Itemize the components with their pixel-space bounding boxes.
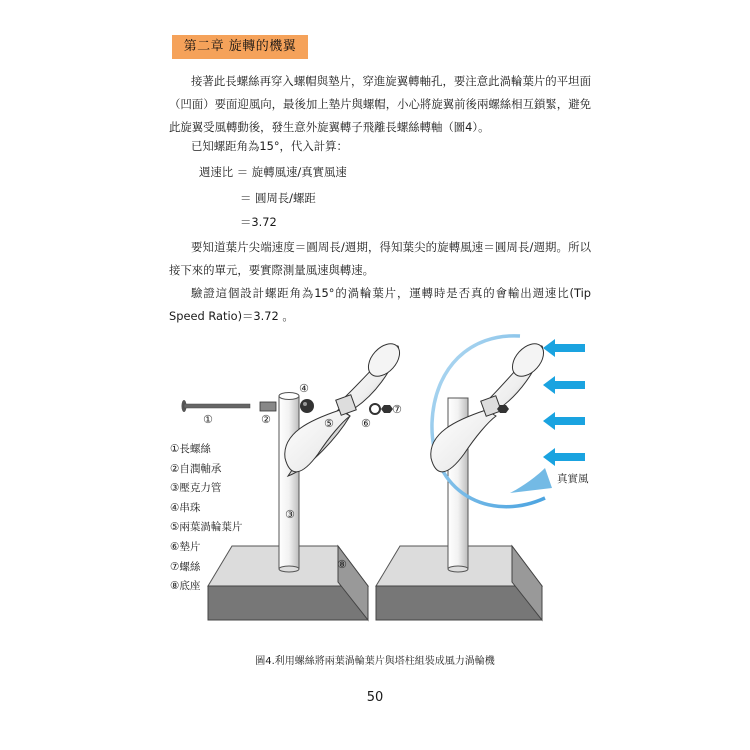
assembled-turbine: [376, 336, 552, 620]
washer: [370, 404, 380, 414]
wind-arrows: [543, 339, 585, 466]
acrylic-pole: [279, 396, 299, 568]
legend-item: ⑦螺絲: [170, 560, 201, 573]
figure-legend: [170, 440, 242, 597]
bearing: [260, 402, 276, 411]
legend-item: ④串珠: [170, 501, 201, 514]
wind-label: 真實風: [557, 473, 589, 485]
marker-6: ⑥: [361, 417, 371, 430]
wind-arrow: [543, 339, 585, 357]
paragraph-assembly: 接著此長螺絲再穿入螺帽與墊片，穿進旋翼轉軸孔，要注意此渦輪葉片的平坦面（凹面）要面迎風向，最後加上墊片與螺帽，小心將旋翼前後兩螺絲相互鎖緊，避免此旋翼受風轉動後，發生意外旋翼轉子飛離長螺絲轉軸（圖4）。: [169, 74, 591, 134]
figure-caption: 圖4.利用螺絲將兩葉渦輪葉片與塔柱組裝成風力渦輪機: [255, 656, 495, 667]
wind-arrow: [543, 412, 585, 430]
marker-4: ④: [299, 382, 309, 395]
equation-line-3: ＝3.72: [240, 215, 277, 229]
wind-arrow: [543, 448, 585, 466]
wind-arrow: [543, 376, 585, 394]
page-number: 50: [366, 690, 384, 705]
known-pitch-line: 已知螺距角為15°，代入計算：: [191, 139, 348, 153]
marker-5: ⑤: [324, 417, 334, 430]
paragraph-tip-speed: 要知道葉片尖端速度＝圓周長/週期，得知葉尖的旋轉風速＝圓周長/週期。所以接下來的單元，要實際測量風速與轉速。: [169, 240, 591, 277]
legend-item: ⑤兩葉渦輪葉片: [170, 521, 243, 534]
legend-item: ①長螺絲: [170, 443, 211, 455]
bead: [300, 399, 314, 413]
legend-item: ⑧底座: [170, 580, 201, 593]
legend-item: ⑥墊片: [170, 540, 201, 553]
paragraph-verify: 驗證這個設計螺距角為15°的渦輪葉片，運轉時是否真的會輸出週速比(Tip Speed Ratio)＝3.72 。: [169, 286, 591, 323]
marker-8: ⑧: [337, 558, 347, 571]
marker-2: ②: [261, 413, 271, 426]
legend-item: ③壓克力管: [170, 482, 222, 495]
chapter-title-tab: 第二章 旋轉的機翼: [172, 35, 308, 59]
equation-line-2: ＝ 圓周長/螺距: [240, 191, 316, 205]
marker-1: ①: [203, 413, 213, 426]
marker-3: ③: [285, 508, 295, 521]
long-screw: [182, 400, 251, 412]
equation-line-1: 週速比 ＝ 旋轉風速/真實風速: [199, 165, 347, 179]
marker-7: ⑦: [392, 403, 402, 416]
legend-item: ②自潤軸承: [170, 462, 222, 475]
